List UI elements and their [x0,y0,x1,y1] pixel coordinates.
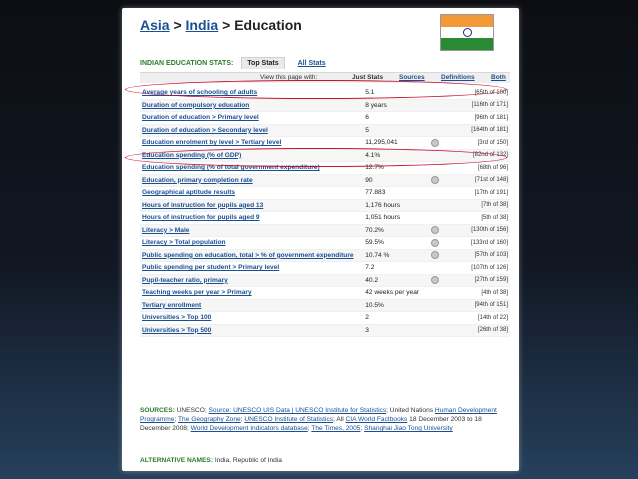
source-link-unesco-uis[interactable]: Source: UNESCO UIS Data | UNESCO Institute for Statistics [208,407,387,414]
breadcrumb-separator: > [218,17,235,33]
stat-name-link[interactable]: Education spending (% of GDP) [140,149,363,162]
stat-row [140,299,510,312]
stat-icon-cell [425,287,445,300]
stat-row [140,262,510,275]
stat-icon-cell [425,87,445,99]
sources-text: ; [240,416,245,423]
stat-rank: [82nd of 132] [445,149,510,162]
stat-name-link[interactable]: Duration of compulsory education [140,99,363,112]
stat-icon-cell [425,274,445,287]
stat-icon-cell [425,224,445,237]
stat-name-link[interactable]: Education, primary completion rate [140,174,363,187]
view-both-link[interactable]: Both [491,74,506,81]
sources-label: SOURCES: [140,407,175,414]
stat-name-link[interactable]: Geographical aptitude results [140,187,363,200]
source-link-shanghai[interactable]: Shanghai Jiao Tong University [364,425,453,432]
stat-row [140,99,510,112]
stat-name-link[interactable]: Teaching weeks per year > Primary [140,287,363,300]
stat-icon-cell [425,162,445,175]
stat-name-link[interactable]: Duration of education > Secondary level [140,124,363,137]
stat-value: 10.5% [363,299,425,312]
view-just-stats: Just Stats [352,74,384,81]
stat-row [140,312,510,325]
stat-value: 12.7% [363,162,425,175]
info-globe-icon[interactable] [431,276,439,284]
stat-rank: [116th of 171] [445,99,510,112]
source-link-hdp[interactable]: Human Development Programme [140,407,497,423]
stat-icon-cell [425,249,445,262]
source-link-geography-zone[interactable]: The Geography Zone [178,416,241,423]
stat-rank: [130th of 156] [445,224,510,237]
info-globe-icon[interactable] [431,139,439,147]
stat-row [140,249,510,262]
stat-rank: [4th of 38] [445,287,510,300]
stat-name-link[interactable]: Education spending (% of total government expenditure) [140,162,363,175]
stat-value: 1,176 hours [363,199,425,212]
alternative-names [140,457,282,464]
stat-rank: [14th of 22] [445,312,510,325]
stat-value: 42 weeks per year [363,287,425,300]
stat-rank: [17th of 191] [445,187,510,200]
stat-rank: [133rd of 160] [445,237,510,250]
stat-icon-cell [425,124,445,137]
sources-section [140,406,512,433]
stat-icon-cell [425,237,445,250]
stat-rank: [26th of 38] [445,324,510,337]
view-definitions-link[interactable]: Definitions [441,74,475,81]
stat-rank: [96th of 181] [445,112,510,125]
stats-tabs [140,57,331,69]
stat-value: 4.1% [363,149,425,162]
view-options-label: View this page with: [260,74,318,81]
stat-rank: [68th of 96] [445,162,510,175]
page-title: Education [234,17,302,33]
stat-name-link[interactable]: Public spending on education, total > % of government expenditure [140,249,363,262]
stat-value: 5 [363,124,425,137]
stat-row [140,324,510,337]
stat-rank: [27th of 159] [445,274,510,287]
sources-text: UNESCO; [174,407,209,414]
sources-text: ; [307,425,312,432]
stats-table [140,87,510,337]
info-globe-icon[interactable] [431,226,439,234]
source-link-times[interactable]: The Times, 2005 [311,425,361,432]
view-sources-link[interactable]: Sources [399,74,425,81]
info-globe-icon[interactable] [431,176,439,184]
stat-value: 7.2 [363,262,425,275]
stat-rank: [57th of 103] [445,249,510,262]
stat-row [140,87,510,99]
stat-value: 1,051 hours [363,212,425,225]
stat-value: 10.74 % [363,249,425,262]
stat-icon-cell [425,212,445,225]
stat-name-link[interactable]: Average years of schooling of adults [140,87,363,99]
stat-icon-cell [425,137,445,150]
source-link-wdi[interactable]: World Development Indicators database [190,425,308,432]
breadcrumb-separator: > [169,17,186,33]
stat-value: 77.883 [363,187,425,200]
stat-value: 11,295,041 [363,137,425,150]
alternative-names-label: ALTERNATIVE NAMES: [140,457,214,464]
sources-text: ; All [333,416,346,423]
stat-row [140,274,510,287]
stat-value: 59.5% [363,237,425,250]
info-globe-icon[interactable] [431,239,439,247]
stat-row [140,212,510,225]
stat-rank: [107th of 126] [445,262,510,275]
sources-text: ; [360,425,365,432]
stat-value: 40.2 [363,274,425,287]
stat-row [140,224,510,237]
stat-rank: [71st of 148] [445,174,510,187]
stat-name-link[interactable]: Hours of instruction for pupils aged 13 [140,199,363,212]
sources-text: 18 December 2003 to 18 December 2008; [140,416,482,432]
tabs-label: INDIAN EDUCATION STATS: [140,60,234,67]
stat-value: 3 [363,324,425,337]
stat-icon-cell [425,174,445,187]
stat-icon-cell [425,187,445,200]
stat-icon-cell [425,112,445,125]
stat-name-link[interactable]: Tertiary enrollment [140,299,363,312]
stat-rank: [65th of 100] [445,87,510,99]
stat-row [140,162,510,175]
stat-value: 6 [363,112,425,125]
stat-icon-cell [425,99,445,112]
breadcrumb-asia-link[interactable]: Asia [140,17,170,33]
stat-icon-cell [425,149,445,162]
stat-row [140,237,510,250]
stat-name-link[interactable]: Pupil-teacher ratio, primary [140,274,363,287]
stat-name-link[interactable]: Education enrolment by level > Tertiary level [140,137,363,150]
ashoka-chakra-icon [463,28,472,37]
stat-icon-cell [425,299,445,312]
stat-name-link[interactable]: Literacy > Male [140,224,363,237]
stat-name-link[interactable]: Universities > Top 500 [140,324,363,337]
sources-text: ; [174,416,178,423]
stat-row [140,124,510,137]
stat-value: 70.2% [363,224,425,237]
india-flag-image [440,14,494,51]
stat-rank: [3rd of 150] [445,137,510,150]
stat-rank: [5th of 38] [445,212,510,225]
stat-row [140,287,510,300]
view-options-bar [140,72,510,83]
stat-row [140,174,510,187]
stat-value: 8 years [363,99,425,112]
stat-row [140,199,510,212]
stat-name-link[interactable]: Public spending per student > Primary level [140,262,363,275]
breadcrumb-india-link[interactable]: India [185,17,219,33]
stat-value: 2 [363,312,425,325]
stat-name-link[interactable]: Hours of instruction for pupils aged 9 [140,212,363,225]
stat-icon-cell [425,262,445,275]
source-link-cia-factbooks[interactable]: CIA World Factbooks [345,416,408,423]
stat-icon-cell [425,324,445,337]
stat-name-link[interactable]: Universities > Top 100 [140,312,363,325]
stat-row [140,112,510,125]
stat-row [140,137,510,150]
tab-all-stats[interactable]: All Stats [297,60,326,67]
stat-row [140,149,510,162]
info-globe-icon[interactable] [431,251,439,259]
stat-row [140,187,510,200]
stat-icon-cell [425,199,445,212]
stat-name-link[interactable]: Duration of education > Primary level [140,112,363,125]
breadcrumb [140,17,302,33]
stat-rank: [94th of 151] [445,299,510,312]
source-link-unesco-stats[interactable]: UNESCO Institute of Statistics [244,416,334,423]
alternative-names-value: India, Republic of India [213,457,282,464]
stat-value: 5.1 [363,87,425,99]
stat-rank: [164th of 181] [445,124,510,137]
stat-icon-cell [425,312,445,325]
tab-top-stats[interactable]: Top Stats [241,57,284,69]
stat-name-link[interactable]: Literacy > Total population [140,237,363,250]
stat-value: 90 [363,174,425,187]
sources-text: ; United Nations [386,407,435,414]
stat-rank: [7th of 38] [445,199,510,212]
education-stats-page [122,8,519,471]
